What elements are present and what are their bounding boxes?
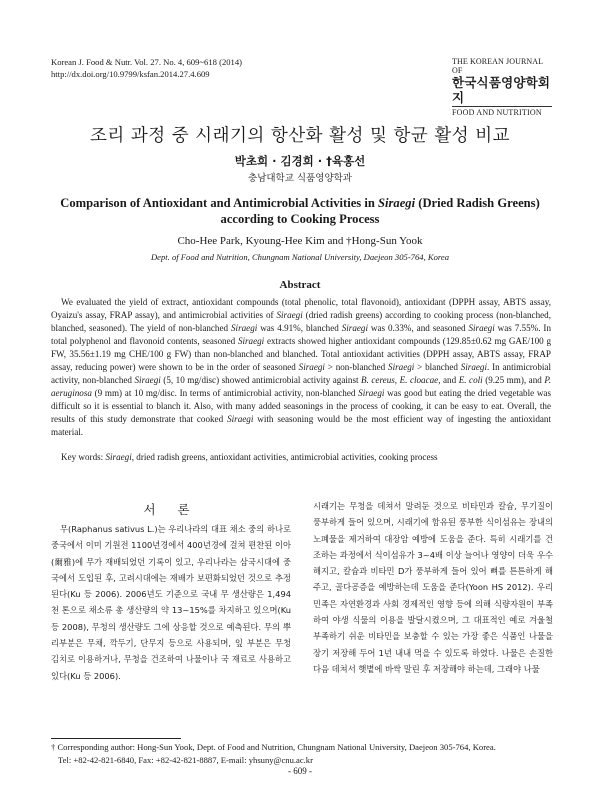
korean-affiliation: 충남대학교 식품영양학과 [248, 173, 352, 184]
english-title-italic: Siraegi [378, 196, 416, 210]
abstract-italic-term: Siraegi [358, 388, 385, 398]
english-title [60, 195, 540, 227]
abstract-italic-term: Siraegi [298, 362, 325, 372]
intro-left-column: 무(Raphanus sativus L.)는 우리나라의 대표 채소 중의 하나로 중국에서 이미 기원전 1100년경에서 400년경에 걸쳐 편찬된 이아(爾雅)에 무가 재배되었던 기록이 있고, 우리나라는 삼국시대에 중국에서 도입된 후, 고려시대에는 재배가 보편화되었던 것으로 추정된다(Ku 등 2006). 2006년도 기준으로 국내 무 생산량은 1,494천 톤으로 채소류 총 생산량의 약 13~15%를 차지하고 있으며(Ku 등 2008), 무청의 생산량도 그에 상응할 것으로 예측된다. 무의 뿌리부분은 무채, 깍두기, 단무지 등으로 사용되며, 잎 부분은 무청 김치로 이용하거나, 무청을 건조하여 나물이나 국 재료로 사용하고 있다(Ku 등 2006). [51, 524, 292, 681]
abstract-italic-term: Siraegi [231, 323, 258, 333]
abstract-text: extracts showed higher antioxidant compounds (129.85±0.62 mg GAE/100 g FW, 35.56±1.19 mg CHE/100 g FW) than non-blanched and blanched. Total antioxidant activities (DPPH assay, ABTS assay, FRAP assay, reducing power) were shown to be in the order of seasoned [51, 336, 552, 372]
page-number: - 609 - [288, 766, 312, 776]
journal-logo [452, 57, 552, 118]
english-title-line2: according to Cooking Process [220, 212, 380, 226]
abstract-italic-term: Siraegi [388, 362, 415, 372]
abstract-text: was 4.91%, blanched [257, 323, 342, 333]
abstract-italic-term: E. coli [458, 375, 483, 385]
abstract-text: was 7.55%. In total polyphenol and flavonoid contents, seasoned [51, 323, 551, 346]
english-title-part: Comparison of Antioxidant and Antimicrobial Activities in [60, 196, 379, 210]
abstract-italic-term: Siraegi [341, 323, 368, 333]
abstract-italic-term: Siraegi [237, 336, 265, 346]
korean-title: 조리 과정 중 시래기의 항산화 활성 및 항균 활성 비교 [89, 126, 511, 146]
journal-logo-top: THE KOREAN JOURNAL OF [452, 57, 543, 75]
section-heading-introduction: 서 론 [143, 502, 199, 517]
abstract-text: (dried radish greens) according to cooking process (non-blanched, blanched, seasoned). The yield of non-blanched [51, 310, 551, 333]
abstract-heading: Abstract [279, 279, 321, 291]
abstract-italic-term: Siraegi [460, 362, 488, 372]
abstract-italic-term: P. aeruginosa [51, 375, 551, 398]
journal-logo-korean: 한국식품영양학회지 [452, 75, 551, 105]
abstract-text: was 0.33%, and seasoned [367, 323, 469, 333]
korean-authors: 박초희 · 김경희 · †육홍선 [234, 154, 366, 168]
abstract-text: > blanched [414, 362, 461, 372]
footnote-rule [51, 738, 181, 739]
abstract-text: and [440, 375, 459, 385]
journal-logo-bottom: FOOD AND NUTRITION [452, 108, 542, 117]
journal-doi: http://dx.doi.org/10.9799/ksfan.2014.27.4.609 [51, 69, 210, 79]
abstract-italic-term: Siraegi [134, 375, 161, 385]
intro-right-column: 시래기는 무청을 데쳐서 말려둔 것으로 비타민과 칼슘, 무기질이 풍부하게 들어 있으며, 시래기에 함유된 풍부한 식이섬유는 장내의 노폐물을 제거하여 대장암 예방에 도움을 준다. 특히 시래기를 건조하는 과정에서 식이섬유가 3~4배 이상 늘어나 영양이 더욱 우수해지고, 칼슘과 비타민 D가 풍부하게 들어 있어 뼈를 튼튼하게 해주고, 골다공증을 예방하는데 도움을 준다(Yoon HS 2012). 우리 민족은 자연환경과 사회 경제적인 영향 등에 의해 식량자원이 부족하여 야생 식물의 이용을 발달시켰으며, 그 대표적인 예로 겨울철 부족하기 쉬운 비타민을 보충할 수 있는 가장 좋은 식품인 나물을 장기 저장해 두어 1년 내내 먹을 수 있도록 하였다. 나물은 손질한 다음 데쳐서 햇볕에 바싹 말린 후 저장해야 하는데, 그래야 나물 [313, 501, 553, 674]
abstract-text: (9.25 mm), and [482, 375, 545, 385]
abstract-italic-term: Siraegi [276, 310, 303, 320]
keywords-label: Key words: [61, 452, 106, 462]
footnote [51, 741, 561, 767]
abstract-text: We evaluated the yield of extract, antioxidant compounds (total phenolic, total flavonoid), antioxidant (DPPH assay, ABTS assay, Oyaizu's assay, FRAP assay), and antimicrobial activities of [51, 297, 551, 320]
abstract-italic-term: Siraegi [468, 323, 495, 333]
abstract-italic-term: Siraegi [227, 414, 254, 424]
abstract-text: (9 mm) at 10 mg/disc. In terms of antimicrobial activity, non-blanched [91, 388, 359, 398]
abstract-text: was good but eating the dried vegetable was difficult so it is essential to blanch it. Also, with many added seasonings in the process of cooking, it can be easy to eat. Overall, the results of this study demonstrate that cooked [51, 388, 551, 424]
abstract-text: . In antimicrobial activity, non-blanched [51, 362, 551, 385]
abstract-text: > non-blanched [324, 362, 389, 372]
abstract-italic-term: B. cereus, E. cloacae, [361, 375, 441, 385]
journal-citation-block [51, 56, 242, 80]
keywords-italic: Siraegi [105, 452, 132, 462]
footnote-line-2: Tel: +82-42-821-6840, Fax: +82-42-821-8887, E-mail: yhsuny@cnu.ac.kr [58, 755, 313, 765]
abstract-text: (5, 10 mg/disc) showed antimicrobial activity against [160, 375, 362, 385]
english-title-part: (Dried Radish Greens) [415, 196, 540, 210]
english-authors: Cho-Hee Park, Kyoung-Hee Kim and †Hong-Sun Yook [177, 235, 423, 247]
keywords-list: , dried radish greens, antioxidant activities, antimicrobial activities, cooking process [131, 452, 438, 462]
abstract-body [51, 296, 551, 439]
journal-citation: Korean J. Food & Nutr. Vol. 27. No. 4, 609~618 (2014) [51, 57, 243, 67]
abstract-text: with seasoning would be the most efficient way of ingesting the antioxidant material. [51, 414, 551, 437]
footnote-line-1: † Corresponding author: Hong-Sun Yook, Dept. of Food and Nutrition, Chungnam National University, Daejeon 305-764, Korea. [51, 742, 496, 752]
keywords [51, 451, 551, 464]
english-affiliation: Dept. of Food and Nutrition, Chungnam National University, Daejeon 305-764, Korea [150, 252, 450, 262]
